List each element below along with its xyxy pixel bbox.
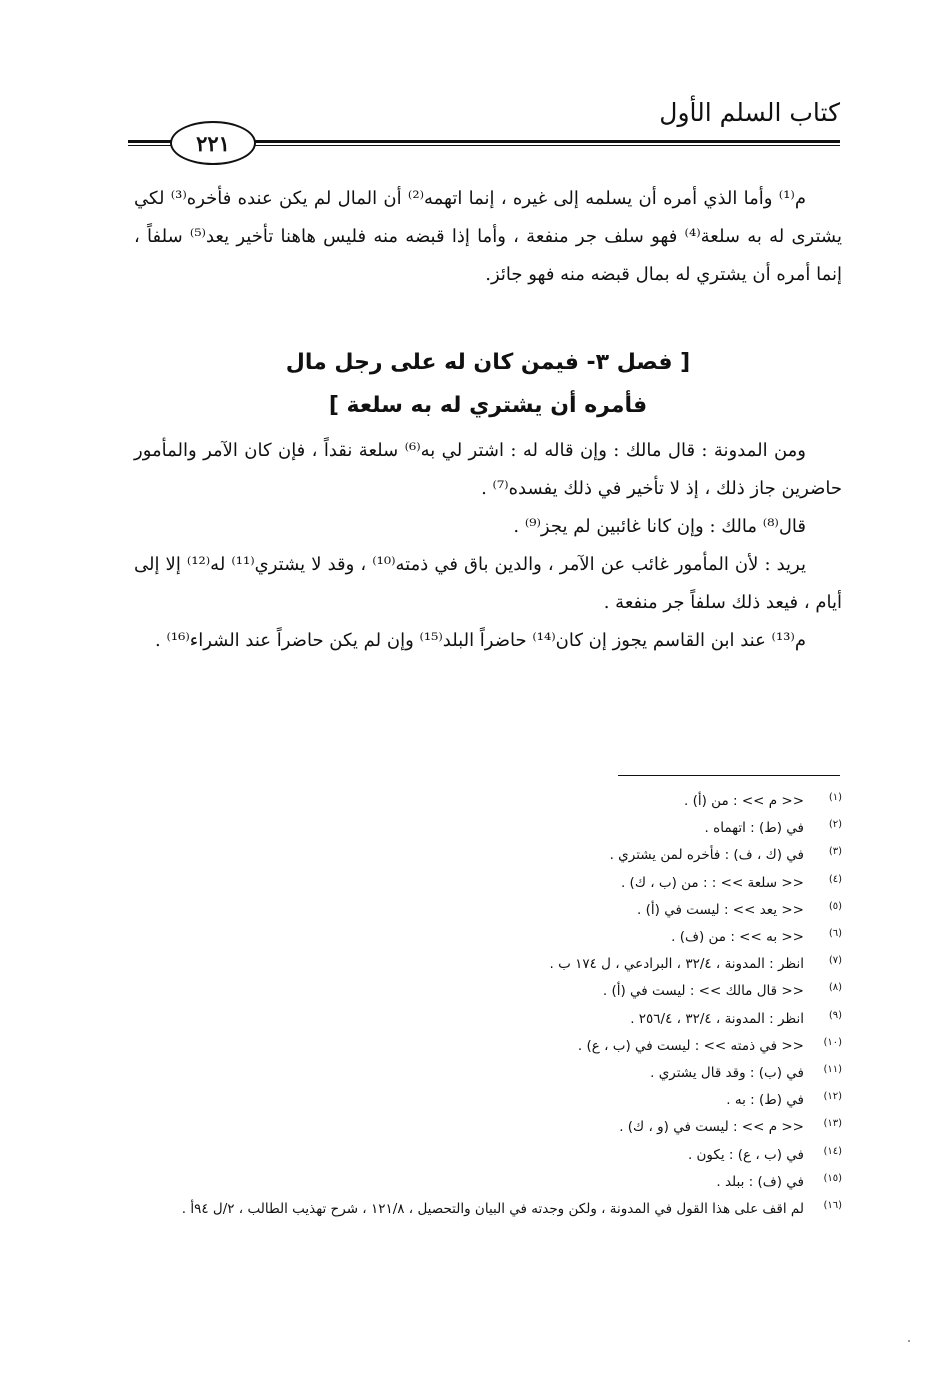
footnote-number: (٩) bbox=[828, 1009, 842, 1021]
footnote-text: << م >> : من (أ) . bbox=[684, 793, 804, 809]
footnote-text: << قال مالك >> : ليست في (أ) . bbox=[602, 983, 804, 1000]
footnote bbox=[130, 1060, 842, 1087]
footnote-separator bbox=[618, 775, 840, 776]
paragraph: ومن المدونة : قال مالك : وإن قاله له : اشتر لي به⁽⁶⁾ سلعة نقداً ، فإن كان الآمر والمأمور حاضرين جاز ذلك ، إذ لا تأخير في ذلك يفسده⁽⁷⁾ . bbox=[134, 440, 842, 499]
footnote bbox=[130, 1169, 842, 1196]
footnote-text: << يعد >> : ليست في (أ) . bbox=[637, 901, 804, 918]
footnote-number: (١٠) bbox=[823, 1036, 842, 1048]
footnote-text: في (ك ، ف) : فأخره لمن يشتري . bbox=[609, 847, 804, 864]
paragraph: م⁽¹³⁾ عند ابن القاسم يجوز إن كان⁽¹⁴⁾ حاضراً البلد⁽¹⁵⁾ وإن لم يكن حاضراً عند الشراء⁽¹⁶⁾ . bbox=[155, 630, 806, 651]
footnote bbox=[130, 1006, 842, 1033]
footnote-number: (٥) bbox=[828, 900, 842, 912]
footnote-text: في (ط) : اتهماه . bbox=[704, 820, 804, 837]
footnote bbox=[130, 870, 842, 897]
footnote-text: انظر : المدونة ، ٣٢/٤ ، البرادعي ، ل ١٧٤ ب . bbox=[549, 956, 804, 973]
footnote-number: (١٢) bbox=[823, 1091, 842, 1103]
footnote bbox=[130, 978, 842, 1005]
footnote-text: في (ف) : ببلد . bbox=[716, 1173, 804, 1190]
footnote-number: (١) bbox=[828, 792, 842, 803]
footnote-number: (١٤) bbox=[823, 1145, 842, 1157]
footnote-number: (١٣) bbox=[823, 1118, 842, 1130]
paragraph: م⁽¹⁾ وأما الذي أمره أن يسلمه إلى غيره ، إنما اتهمه⁽²⁾ أن المال لم يكن عنده فأخره⁽³⁾ لكي يشترى له به سلعة⁽⁴⁾ فهو سلف جر منفعة ، وأما إذا قبضه منه فليس هاهنا تأخير يعد⁽⁵⁾ سلفاً ، إنما أمره أن يشتري له بمال قبضه منه فهو جائز. bbox=[134, 188, 842, 285]
footnote bbox=[130, 1142, 842, 1169]
footnote bbox=[130, 1033, 842, 1060]
footnote-text: في (ط) : به . bbox=[726, 1092, 804, 1109]
footnote-number: (٤) bbox=[828, 873, 842, 885]
footnote bbox=[130, 924, 842, 951]
running-header-title: كتاب السلم الأول bbox=[659, 98, 840, 127]
footnote-text: << في ذمته >> : ليست في (ب ، ع) . bbox=[577, 1037, 804, 1054]
section-title-line-1: [ فصل ٣- فيمن كان له على رجل مال bbox=[285, 350, 691, 375]
section-body bbox=[134, 432, 842, 660]
scan-speck bbox=[908, 1340, 910, 1342]
section-title-line-2: فأمره أن يشتري له به سلعة ] bbox=[328, 393, 648, 418]
body-paragraph-1 bbox=[134, 180, 842, 294]
footnote-number: (٣) bbox=[828, 846, 842, 858]
footnote bbox=[130, 815, 842, 842]
paragraph: يريد : لأن المأمور غائب عن الآمر ، والدين باق في ذمته⁽¹⁰⁾ ، وقد لا يشتري⁽¹¹⁾ له⁽¹²⁾ إلا إلى أيام ، فيعد ذلك سلفاً جر منفعة . bbox=[134, 554, 842, 613]
paragraph: قال⁽⁸⁾ مالك : وإن كانا غائبين لم يجز⁽⁹⁾ . bbox=[513, 516, 806, 537]
footnote-number: (٧) bbox=[828, 955, 842, 967]
page-number: ٢٢١ bbox=[170, 121, 256, 165]
footnote-text: << سلعة >> : : من (ب ، ك) . bbox=[620, 874, 804, 891]
footnote-text: في (ب) : وقد قال يشتري . bbox=[650, 1065, 804, 1082]
footnote-number: (١٦) bbox=[823, 1200, 842, 1212]
footnote-text: لم اقف على هذا القول في المدونة ، ولكن وجدته في البيان والتحصيل ، ١٢١/٨ ، شرح تهذيب الطالب ، ٢/ل ٩٤أ . bbox=[181, 1201, 804, 1218]
footnote-text: << م >> : ليست في (و ، ك) . bbox=[619, 1119, 804, 1136]
footnote-number: (١١) bbox=[823, 1064, 842, 1076]
footnote-number: (٦) bbox=[828, 928, 842, 940]
footnote bbox=[130, 1114, 842, 1141]
footnote-number: (٢) bbox=[828, 819, 842, 831]
footnote bbox=[130, 1087, 842, 1114]
footnote bbox=[130, 1196, 842, 1223]
footnote-text: << به >> : من (ف) . bbox=[671, 929, 804, 946]
footnotes bbox=[130, 788, 842, 1223]
footnote-number: (٨) bbox=[828, 982, 842, 994]
footnote bbox=[130, 951, 842, 978]
footnote bbox=[130, 897, 842, 924]
footnote-text: انظر : المدونة ، ٣٢/٤ ، ٢٥٦/٤ . bbox=[630, 1010, 804, 1027]
footnote bbox=[130, 842, 842, 869]
footnote-text: في (ب ، ع) : يكون . bbox=[687, 1146, 804, 1163]
footnote bbox=[130, 788, 842, 815]
footnote-number: (١٥) bbox=[823, 1172, 842, 1184]
